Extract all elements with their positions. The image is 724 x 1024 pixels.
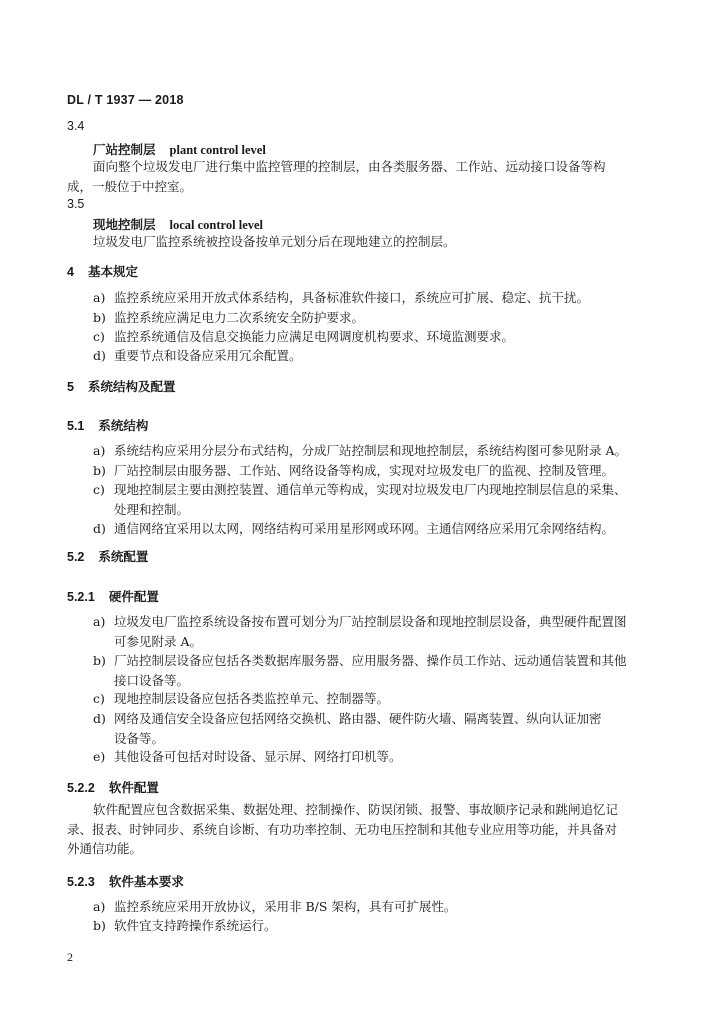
list-text-line1: 网络及通信安全设备应包括网络交换机、路由器、硬件防火墙、隔离装置、纵向认证加密 (114, 711, 602, 726)
section-5-2-2-text-line1: 软件配置应包含数据采集、数据处理、控制操作、防误闭锁、报警、事故顺序记录和跳闸追忆记 (93, 802, 619, 817)
list-text-line2: 可参见附录 A。 (114, 634, 203, 649)
section-4-heading (67, 262, 138, 280)
section-5-2-1-heading (67, 587, 159, 605)
list-item (93, 612, 653, 652)
section-5-2-1-number: 5.2.1 (67, 590, 95, 604)
list-text-line2: 接口设备等。 (114, 673, 190, 688)
list-item (93, 689, 653, 709)
list-item (93, 288, 653, 308)
section-4-title: 基本规定 (87, 264, 138, 279)
list-marker: b) (93, 653, 106, 668)
list-text: 其他设备可包括对时设备、显示屏、网络打印机等。 (114, 749, 402, 764)
section-5-title: 系统结构及配置 (87, 379, 176, 394)
term-3-5-name-en: local control level (169, 218, 264, 232)
list-text: 监控系统应采用开放式体系结构，具备标准软件接口，系统应可扩展、稳定、抗干扰。 (114, 290, 590, 305)
list-text-line2: 设备等。 (114, 731, 165, 746)
list-item (93, 747, 653, 767)
term-3-4-definition-line1: 面向整个垃圾发电厂进行集中监控管理的控制层，由各类服务器、工作站、远动接口设备等构 (93, 159, 606, 174)
section-5-1-title: 系统结构 (98, 418, 149, 433)
list-item (93, 519, 653, 539)
list-text-line1: 厂站控制层设备应包括各类数据库服务器、应用服务器、操作员工作站、远动通信装置和其他 (114, 653, 627, 668)
list-marker: a) (93, 614, 106, 629)
list-text: 软件宜支持跨操作系统运行。 (114, 918, 277, 933)
term-3-5-number: 3.5 (67, 197, 85, 211)
list-text: 监控系统应满足电力二次系统安全防护要求。 (114, 310, 365, 325)
section-5-2-title: 系统配置 (98, 549, 149, 564)
list-marker: e) (93, 749, 106, 764)
section-5-2-heading (67, 547, 148, 565)
standard-code-header: DL / T 1937 — 2018 (67, 93, 184, 107)
list-item (93, 461, 653, 481)
list-text: 厂站控制层由服务器、工作站、网络设备等构成，实现对垃圾发电厂的监视、控制及管理。 (114, 463, 615, 478)
list-marker: a) (93, 899, 106, 914)
list-item (93, 308, 653, 328)
list-item (93, 327, 653, 347)
list-marker: b) (93, 310, 106, 325)
section-5-2-3-heading (67, 872, 184, 890)
list-text: 通信网络宜采用以太网，网络结构可采用星形网或环网。主通信网络应采用冗余网络结构。 (114, 521, 615, 536)
list-marker: d) (93, 521, 106, 536)
list-marker: c) (93, 329, 105, 344)
list-item (93, 897, 653, 917)
list-marker: a) (93, 443, 106, 458)
list-text-line1: 垃圾发电厂监控系统设备按布置可划分为厂站控制层设备和现地控制层设备，典型硬件配置图 (114, 614, 627, 629)
section-5-2-number: 5.2 (67, 550, 85, 564)
list-marker: c) (93, 482, 105, 497)
term-3-4-name (93, 140, 266, 158)
list-item (93, 441, 653, 461)
section-5-2-2-text-line2: 录、报表、时钟同步、系统自诊断、有功功率控制、无功电压控制和其他专业应用等功能，并具备对 (67, 822, 618, 837)
list-text-line1: 现地控制层主要由测控装置、通信单元等构成，实现对垃圾发电厂内现地控制层信息的采集、 (114, 482, 627, 497)
list-text: 现地控制层设备应包括各类监控单元、控制器等。 (114, 691, 390, 706)
section-5-2-2-text-line3: 外通信功能。 (67, 841, 143, 856)
section-5-2-2-heading (67, 778, 159, 796)
section-5-1-heading (67, 416, 148, 434)
page-number: 2 (67, 950, 73, 964)
list-item (93, 480, 653, 520)
section-5-2-3-title: 软件基本要求 (108, 874, 184, 889)
term-3-4-definition-line2: 成，一般位于中控室。 (67, 179, 193, 194)
list-text: 监控系统通信及信息交换能力应满足电网调度机构要求、环境监测要求。 (114, 329, 515, 344)
section-5-2-2-title: 软件配置 (108, 780, 159, 795)
section-4-number: 4 (67, 265, 74, 279)
term-3-4-name-en: plant control level (169, 143, 266, 157)
section-5-2-3-number: 5.2.3 (67, 875, 95, 889)
list-marker: b) (93, 463, 106, 478)
list-text: 系统结构应采用分层分布式结构，分成厂站控制层和现地控制层，系统结构图可参见附录 A。 (114, 443, 628, 458)
section-5-2-1-title: 硬件配置 (108, 589, 159, 604)
list-item (93, 346, 653, 366)
list-item (93, 651, 653, 691)
term-3-5-definition: 垃圾发电厂监控系统被控设备按单元划分后在现地建立的控制层。 (93, 234, 456, 249)
list-marker: d) (93, 711, 106, 726)
term-3-5-name-cn: 现地控制层 (93, 217, 156, 232)
list-text: 监控系统应采用开放协议，采用非 B/S 架构，具有可扩展性。 (114, 899, 457, 914)
term-3-4-number: 3.4 (67, 119, 85, 133)
term-3-5-name (93, 215, 263, 233)
list-marker: d) (93, 348, 106, 363)
list-item (93, 916, 653, 936)
list-marker: c) (93, 691, 105, 706)
term-3-4-name-cn: 厂站控制层 (93, 142, 156, 157)
section-5-2-2-number: 5.2.2 (67, 781, 95, 795)
section-5-number: 5 (67, 380, 74, 394)
section-5-heading (67, 377, 175, 395)
list-text-line2: 处理和控制。 (114, 502, 190, 517)
list-item (93, 709, 653, 749)
list-marker: b) (93, 918, 106, 933)
section-5-1-number: 5.1 (67, 419, 85, 433)
list-text: 重要节点和设备应采用冗余配置。 (114, 348, 302, 363)
list-marker: a) (93, 290, 106, 305)
